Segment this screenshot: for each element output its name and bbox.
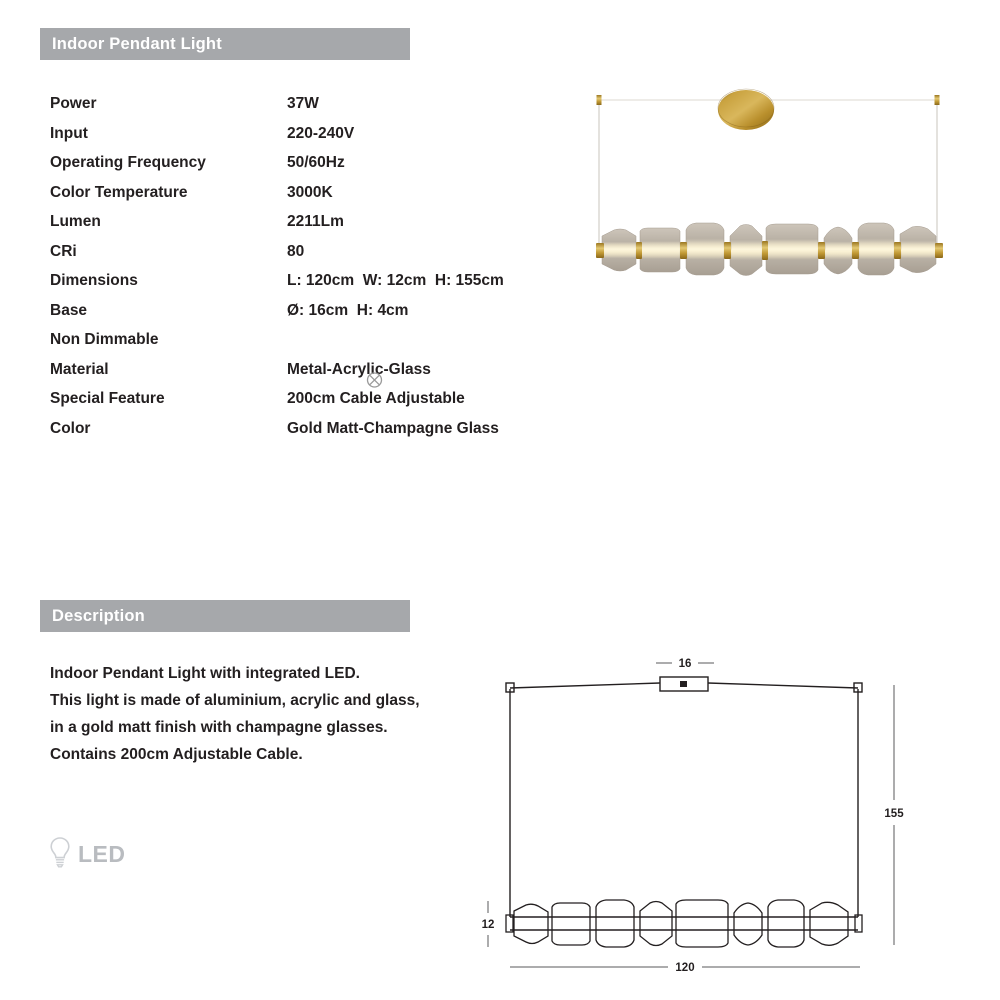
description-section-header	[40, 600, 410, 632]
spec-value: L: 120cm W: 12cm H: 155cm	[287, 272, 504, 289]
spec-value: 2211Lm	[287, 213, 344, 230]
spec-value: Ø: 16cm H: 4cm	[287, 301, 409, 319]
page-title: Indoor Pendant Light	[52, 34, 222, 53]
spec-value: 80	[287, 242, 305, 260]
table-row	[50, 184, 580, 214]
description-title: Description	[52, 606, 145, 625]
spec-label: Base	[50, 301, 88, 319]
dimension-length: 120	[675, 962, 695, 974]
spec-value: 220-240V	[287, 124, 355, 142]
spec-label: Special Feature	[50, 390, 165, 407]
table-row	[50, 420, 580, 450]
spec-label: Material	[50, 360, 109, 378]
description-line: This light is made of aluminium, acrylic and glass,	[50, 692, 420, 709]
spec-label: Non Dimmable	[50, 331, 159, 348]
table-row	[50, 272, 580, 302]
dimension-height: 155	[884, 808, 904, 820]
dimension-canopy-width: 16	[678, 658, 692, 670]
table-row	[50, 243, 580, 273]
description-text	[50, 660, 530, 768]
table-row	[50, 125, 580, 155]
spec-value: 37W	[287, 95, 319, 112]
description-line: Contains 200cm Adjustable Cable.	[50, 746, 303, 763]
spec-label: CRi	[50, 242, 77, 260]
table-row	[50, 213, 580, 243]
dimension-depth: 12	[481, 919, 495, 931]
spec-value: Gold Matt-Champagne Glass	[287, 419, 499, 437]
table-row	[50, 331, 580, 361]
technical-drawing	[470, 645, 930, 985]
description-line: Indoor Pendant Light with integrated LED.	[50, 665, 360, 682]
spec-table	[50, 95, 580, 449]
spec-label: Color Temperature	[50, 183, 188, 201]
table-row	[50, 302, 580, 332]
spec-value: 200cm Cable Adjustable	[287, 390, 465, 407]
description-line: in a gold matt finish with champagne glasses.	[50, 719, 388, 736]
table-row	[50, 95, 580, 125]
spec-value: Metal-Acrylic-Glass	[287, 360, 431, 378]
table-row	[50, 154, 580, 184]
spec-label: Power	[50, 95, 97, 112]
spec-label: Color	[50, 419, 91, 437]
spec-label: Input	[50, 124, 88, 142]
spec-label: Operating Frequency	[50, 154, 206, 171]
product-photo	[580, 78, 970, 303]
light-bulb-icon	[49, 836, 71, 873]
led-label: LED	[78, 841, 126, 867]
spec-value: 3000K	[287, 183, 333, 201]
spec-value	[287, 331, 340, 428]
spec-value: 50/60Hz	[287, 154, 345, 171]
spec-label: Dimensions	[50, 272, 138, 289]
spec-label: Lumen	[50, 213, 101, 230]
spec-section-header	[40, 28, 410, 60]
non-dimmable-icon	[321, 351, 340, 370]
led-badge	[49, 836, 126, 873]
